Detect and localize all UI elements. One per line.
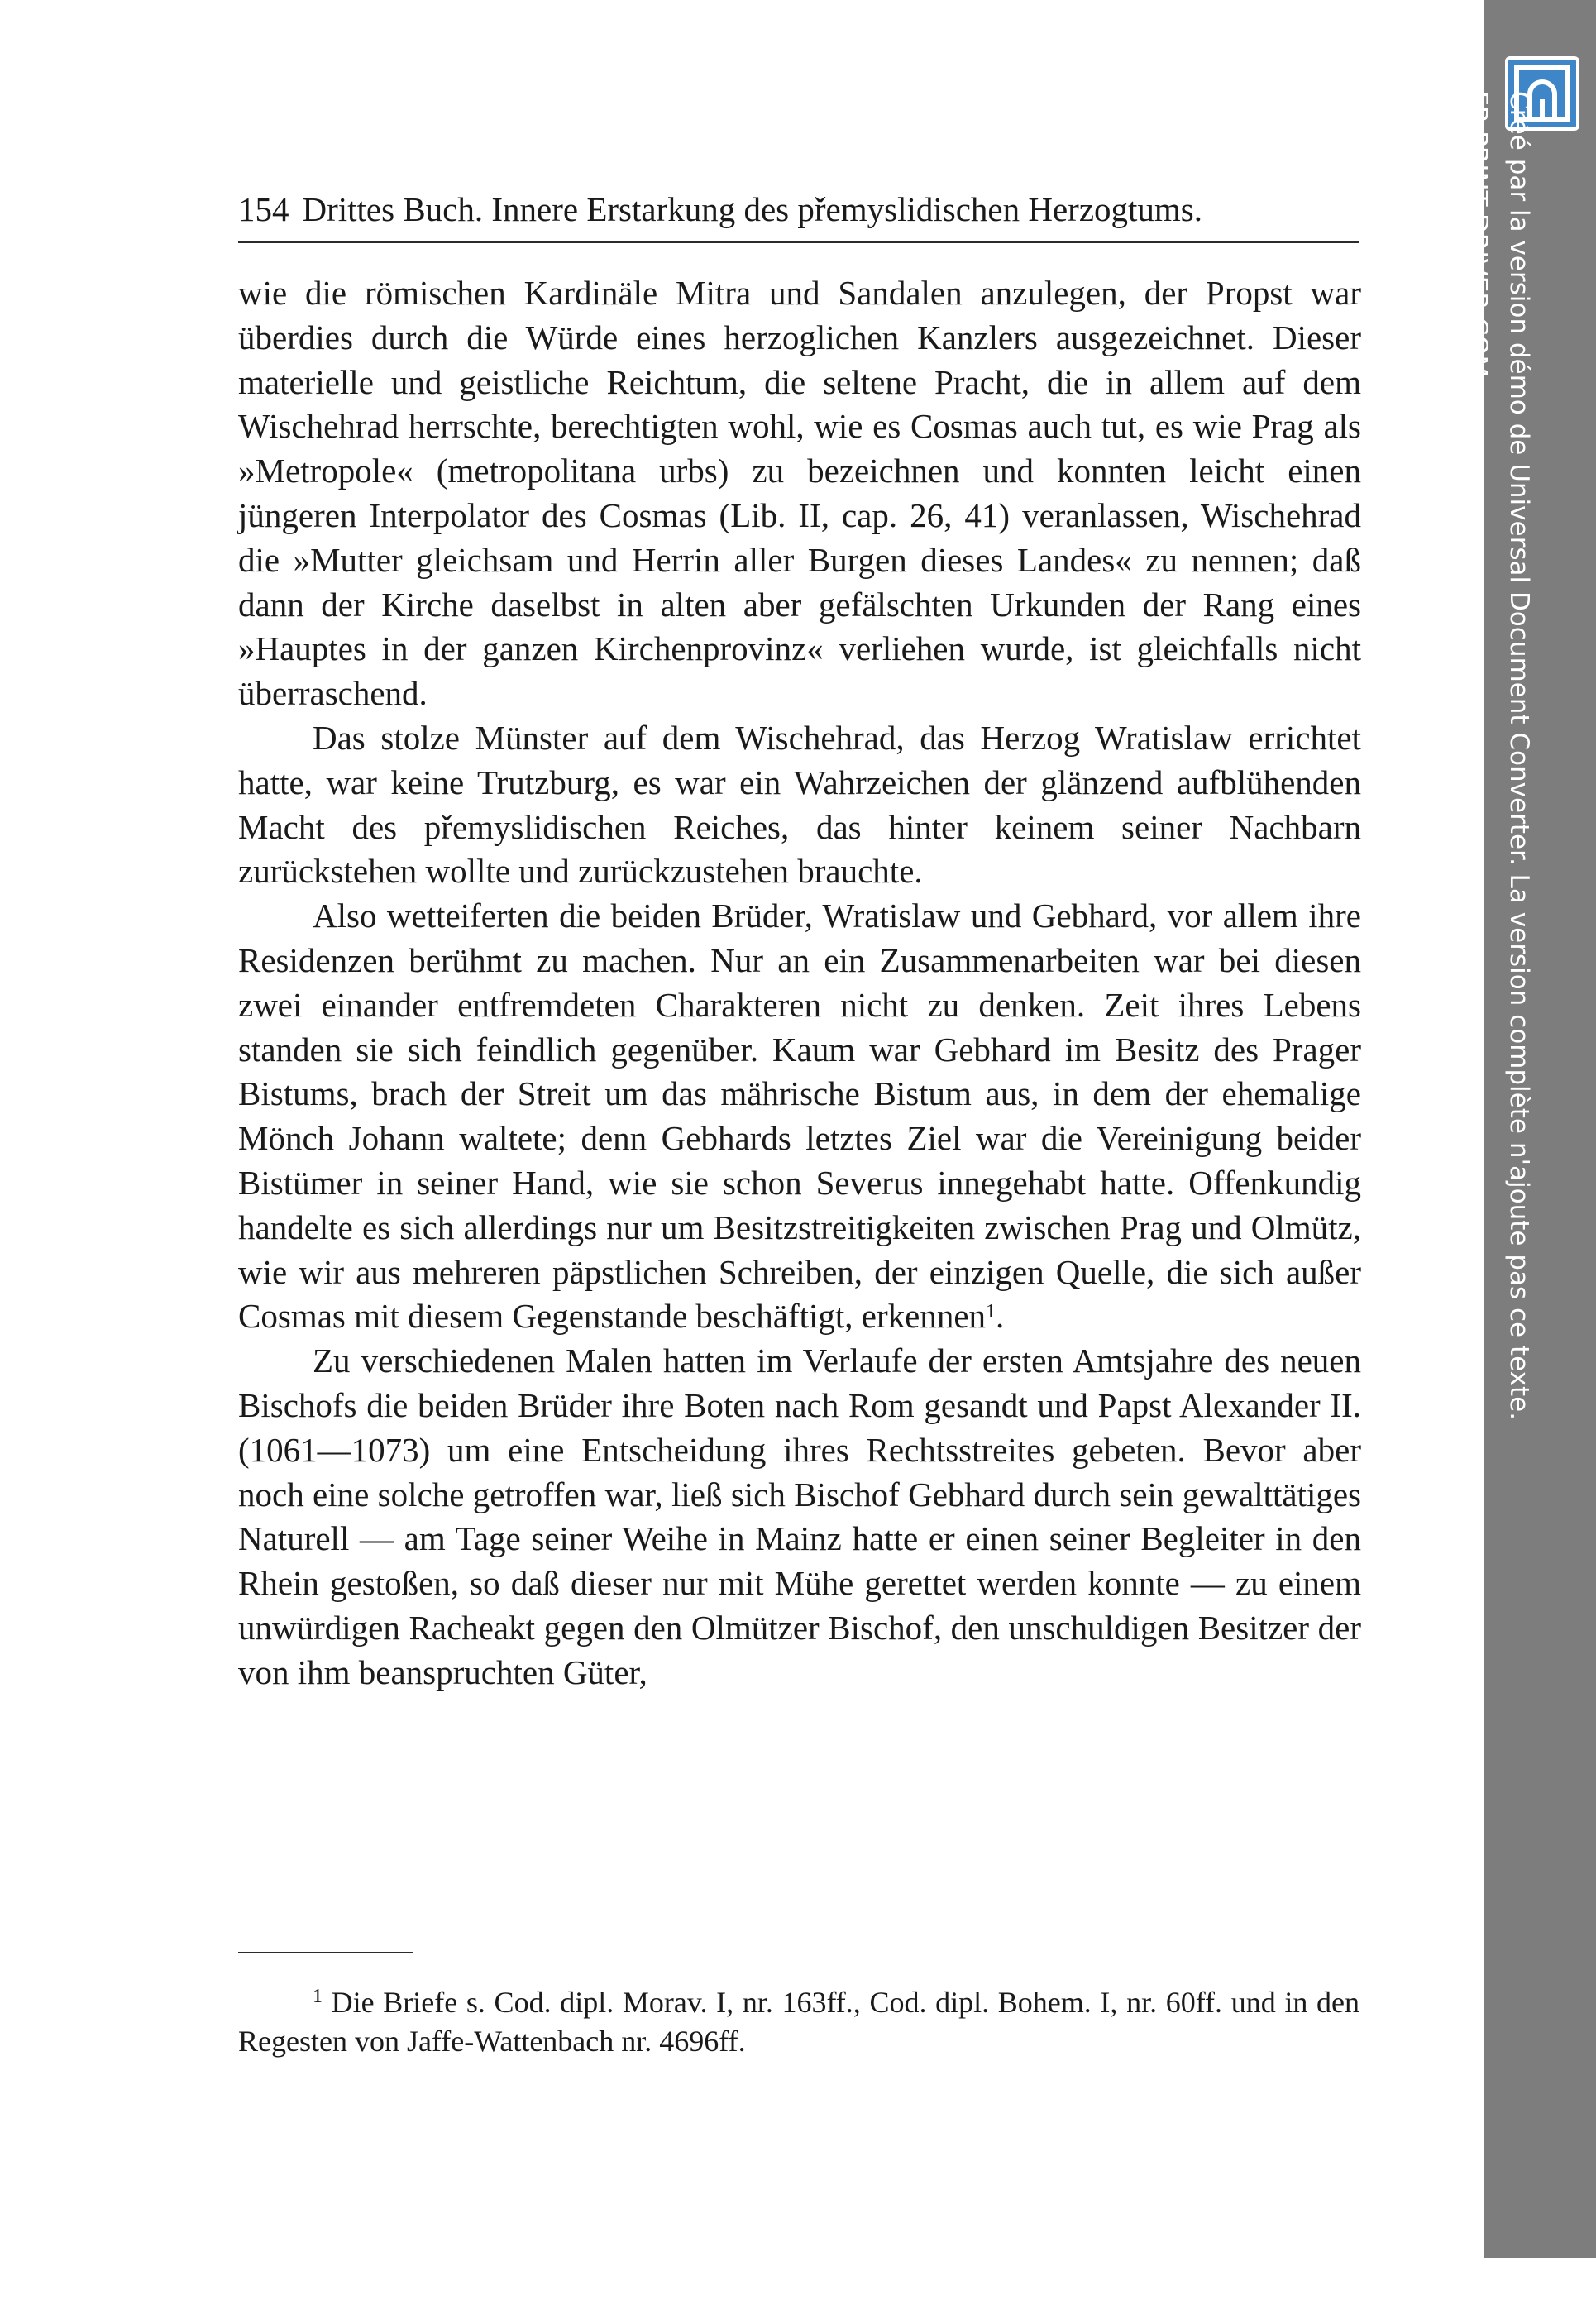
running-header <box>238 186 1359 232</box>
body-text <box>238 271 1361 1695</box>
paragraph-2: Das stolze Münster auf dem Wischehrad, das Herzog Wratislaw errichtet hatte, war keine Trutzburg, es war ein Wahrzeichen der glänzend aufblühenden Macht des přemyslidischen Reiches, das hinter keinem seiner Nachbarn zurückstehen wollte und zurückzustehen brauchte. <box>238 718 1361 891</box>
paragraph-1: wie die römischen Kardinäle Mitra und Sandalen anzulegen, der Propst war überdies durch die Würde eines herzoglichen Kanzlers ausgezeichnet. Dieser materielle und geistliche Reichtum, die seltene Pracht, die in allem auf dem Wischehrad herrschte, berechtigten wohl, wie es Cosmas auch tut, es wie Prag als »Metropole« (metropolitana urbs) zu bezeichnen und konnten leicht einen jüngeren Interpolator des Cosmas (Lib. II, cap. 26, 41) veranlassen, Wischehrad die »Mutter gleichsam und Herrin aller Burgen dieses Landes« zu nennen; daß dann der Kirche daselbst in alten aber gefälschten Urkunden der Rang eines »Hauptes in der ganzen Kirchenprovinz« verliehen wurde, ist gleichfalls nicht überraschend. <box>238 274 1361 713</box>
footnote-text: Die Briefe s. Cod. dipl. Morav. I, nr. 163ff., Cod. dipl. Bohem. I, nr. 60ff. und in den Regesten von Jaffe-Wattenbach nr. 4696ff. <box>238 1986 1359 2058</box>
watermark-line-2: FR.PRINT-DRIVER.COM <box>1463 91 1493 378</box>
footnote-reference: 1 <box>986 1301 996 1323</box>
paragraph-4: Zu verschiedenen Malen hatten im Verlaufe der ersten Amtsjahre des neuen Bischofs die beiden Brüder ihre Boten nach Rom gesandt und Papst Alexander II. (1061—1073) um eine Entscheidung ihres Rechtsstreites gebeten. Bevor aber noch eine solche getroffen war, ließ sich Bischof Gebhard durch sein gewalttätiges Naturell — am Tage seiner Weihe in Mainz hatte er einen seiner Begleiter in den Rhein gestoßen, so daß dieser nur mit Mühe gerettet werden konnte — zu einem unwürdigen Racheakt gegen den Olmützer Bischof, den unschuldigen Besitzer der von ihm beanspruchten Güter, <box>238 1341 1361 1691</box>
header-rule <box>238 241 1359 243</box>
paragraph-3: Also wetteiferten die beiden Brüder, Wratislaw und Gebhard, vor allem ihre Residenzen berühmt zu machen. Nur an ein Zusammenarbeiten war bei diesen zwei einander entfremdeten Charakteren nicht zu denken. Zeit ihres Lebens standen sie sich feindlich gegenüber. Kaum war Gebhard im Besitz des Prager Bistums, brach der Streit um das mährische Bistum aus, in dem der ehemalige Mönch Johann waltete; denn Gebhards letztes Ziel war die Vereinigung beider Bistümer in seiner Hand, wie sie schon Severus innegehabt hatte. Offenkundig handelte es sich allerdings nur um Besitzstreitigkeiten zwischen Prag und Olmütz, wie wir aus mehreren päpstlichen Schreiben, der einzigen Quelle, die sich außer Cosmas mit diesem Gegenstande beschäftigt, erkennen$^1$. <box>238 897 1361 1336</box>
watermark-line-1: Créé par la version démo de Universal Document Converter. La version complète n'ajoute pas ce texte. <box>1504 91 1534 1421</box>
running-title: Drittes Buch. Innere Erstarkung des přemyslidischen Herzogtums. <box>302 190 1203 228</box>
watermark-text <box>1457 91 1540 2324</box>
footnote-marker: 1 <box>313 1986 323 2007</box>
footnote <box>238 1983 1359 2061</box>
footnote-rule <box>238 1952 413 1953</box>
paragraph-3-text: Also wetteiferten die beiden Brüder, Wratislaw und Gebhard, vor allem ihre Residenzen berühmt zu machen. Nur an ein Zusammenarbeiten war bei diesen zwei einander entfremdeten Charakteren nicht zu denken. Zeit ihres Lebens standen sie sich feindlich gegenüber. Kaum war Gebhard im Besitz des Prager Bistums, brach der Streit um das mährische Bistum aus, in dem der ehemalige Mönch Johann waltete; denn Gebhards letztes Ziel war die Vereinigung beider Bistümer in seiner Hand, wie sie schon Severus innegehabt hatte. Offenkundig handelte es sich allerdings nur um Besitzstreitigkeiten zwischen Prag und Olmütz, wie wir aus mehreren päpstlichen Schreiben, der einzigen Quelle, die sich außer Cosmas mit diesem Gegenstande beschäftigt, erkennen <box>238 897 1361 1336</box>
page-number: 154 <box>238 190 289 228</box>
